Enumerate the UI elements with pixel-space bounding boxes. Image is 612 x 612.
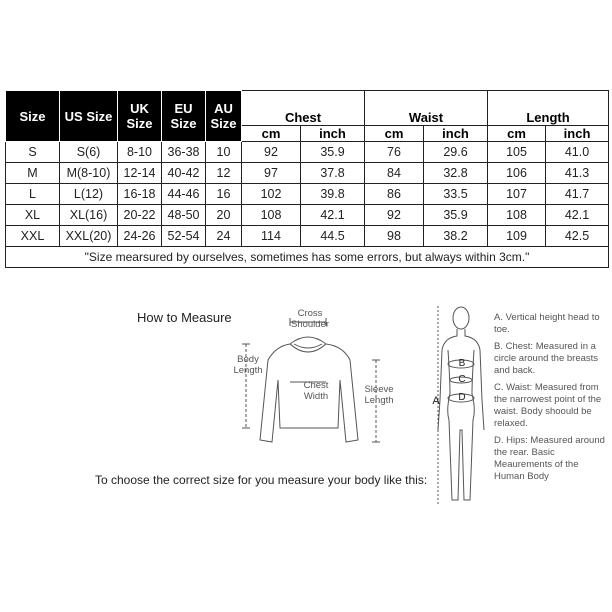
cell-chest-cm: 108 bbox=[242, 205, 301, 226]
header-size: Size bbox=[6, 91, 60, 142]
cell-waist-cm: 86 bbox=[365, 184, 424, 205]
cell-waist-in: 33.5 bbox=[424, 184, 488, 205]
cell-len-cm: 106 bbox=[488, 163, 546, 184]
cell-len-cm: 105 bbox=[488, 142, 546, 163]
cell-uk: 8-10 bbox=[118, 142, 162, 163]
cell-len-in: 41.7 bbox=[546, 184, 609, 205]
choose-size-instruction: To choose the correct size for you measure your body like this: bbox=[95, 473, 428, 487]
cell-us: M(8-10) bbox=[60, 163, 118, 184]
cell-au: 16 bbox=[206, 184, 242, 205]
cell-waist-cm: 92 bbox=[365, 205, 424, 226]
header-chest-inch: inch bbox=[301, 126, 365, 142]
table-row bbox=[6, 142, 609, 163]
chest-width-label: Chest Width bbox=[303, 380, 329, 402]
cell-us: L(12) bbox=[60, 184, 118, 205]
how-to-measure-title: How to Measure bbox=[137, 310, 232, 325]
cell-au: 10 bbox=[206, 142, 242, 163]
header-au-size: AU Size bbox=[206, 91, 242, 142]
cell-eu: 40-42 bbox=[162, 163, 206, 184]
cell-uk: 16-18 bbox=[118, 184, 162, 205]
note-c: C. Waist: Measured from the narrowest point of the waist. Body shoould be relaxed. bbox=[494, 382, 602, 429]
cell-waist-in: 32.8 bbox=[424, 163, 488, 184]
header-eu-size: EU Size bbox=[162, 91, 206, 142]
size-chart-table bbox=[5, 90, 609, 268]
note-b: B. Chest: Measured in a circle around the breasts and back. bbox=[494, 341, 599, 376]
body-length-label: Body Length bbox=[233, 354, 263, 376]
cell-size: XL bbox=[6, 205, 60, 226]
cell-eu: 48-50 bbox=[162, 205, 206, 226]
note-d: D. Hips: Measured around the rear. Basic Meaurements of the Human Body bbox=[494, 435, 605, 482]
cell-waist-cm: 98 bbox=[365, 226, 424, 247]
note-a: A. Vertical height head to toe. bbox=[494, 312, 600, 335]
cell-waist-in: 35.9 bbox=[424, 205, 488, 226]
cell-chest-cm: 102 bbox=[242, 184, 301, 205]
table-row bbox=[6, 226, 609, 247]
cell-size: M bbox=[6, 163, 60, 184]
cell-waist-in: 29.6 bbox=[424, 142, 488, 163]
cell-len-in: 41.3 bbox=[546, 163, 609, 184]
header-waist-inch: inch bbox=[424, 126, 488, 142]
cell-len-cm: 108 bbox=[488, 205, 546, 226]
cell-chest-cm: 114 bbox=[242, 226, 301, 247]
cell-au: 12 bbox=[206, 163, 242, 184]
cell-us: S(6) bbox=[60, 142, 118, 163]
cell-au: 20 bbox=[206, 205, 242, 226]
cross-shoulder-label: Cross Shoulder bbox=[290, 308, 330, 330]
cell-uk: 20-22 bbox=[118, 205, 162, 226]
cell-chest-in: 39.8 bbox=[301, 184, 365, 205]
cell-len-in: 41.0 bbox=[546, 142, 609, 163]
cell-chest-cm: 97 bbox=[242, 163, 301, 184]
cell-chest-in: 37.8 bbox=[301, 163, 365, 184]
cell-au: 24 bbox=[206, 226, 242, 247]
cell-eu: 44-46 bbox=[162, 184, 206, 205]
cell-size: L bbox=[6, 184, 60, 205]
cell-len-cm: 107 bbox=[488, 184, 546, 205]
cell-waist-cm: 76 bbox=[365, 142, 424, 163]
cell-len-in: 42.5 bbox=[546, 226, 609, 247]
cell-chest-in: 42.1 bbox=[301, 205, 365, 226]
measurement-notes bbox=[494, 312, 606, 488]
cell-len-in: 42.1 bbox=[546, 205, 609, 226]
sleeve-length-label: Sleeve Length bbox=[364, 384, 394, 406]
cell-uk: 24-26 bbox=[118, 226, 162, 247]
cell-eu: 36-38 bbox=[162, 142, 206, 163]
cell-chest-in: 35.9 bbox=[301, 142, 365, 163]
cell-chest-cm: 92 bbox=[242, 142, 301, 163]
cell-size: S bbox=[6, 142, 60, 163]
table-row bbox=[6, 184, 609, 205]
header-chest-cm: cm bbox=[242, 126, 301, 142]
header-waist: Waist bbox=[365, 91, 488, 126]
cell-us: XL(16) bbox=[60, 205, 118, 226]
header-length-inch: inch bbox=[546, 126, 609, 142]
header-length: Length bbox=[488, 91, 609, 126]
header-us-size: US Size bbox=[60, 91, 118, 142]
cell-size: XXL bbox=[6, 226, 60, 247]
header-waist-cm: cm bbox=[365, 126, 424, 142]
figure-label-d: D bbox=[458, 392, 466, 403]
footnote: "Size mearsured by ourselves, sometimes has some errors, but always within 3cm." bbox=[6, 247, 609, 268]
cell-waist-in: 38.2 bbox=[424, 226, 488, 247]
cell-len-cm: 109 bbox=[488, 226, 546, 247]
figure-label-b: B bbox=[458, 358, 466, 369]
table-row bbox=[6, 205, 609, 226]
figure-label-c: C bbox=[458, 374, 466, 385]
header-chest: Chest bbox=[242, 91, 365, 126]
table-row bbox=[6, 163, 609, 184]
cell-uk: 12-14 bbox=[118, 163, 162, 184]
header-length-cm: cm bbox=[488, 126, 546, 142]
cell-chest-in: 44.5 bbox=[301, 226, 365, 247]
figure-label-a: A bbox=[432, 395, 440, 407]
cell-us: XXL(20) bbox=[60, 226, 118, 247]
header-uk-size: UK Size bbox=[118, 91, 162, 142]
cell-eu: 52-54 bbox=[162, 226, 206, 247]
cell-waist-cm: 84 bbox=[365, 163, 424, 184]
